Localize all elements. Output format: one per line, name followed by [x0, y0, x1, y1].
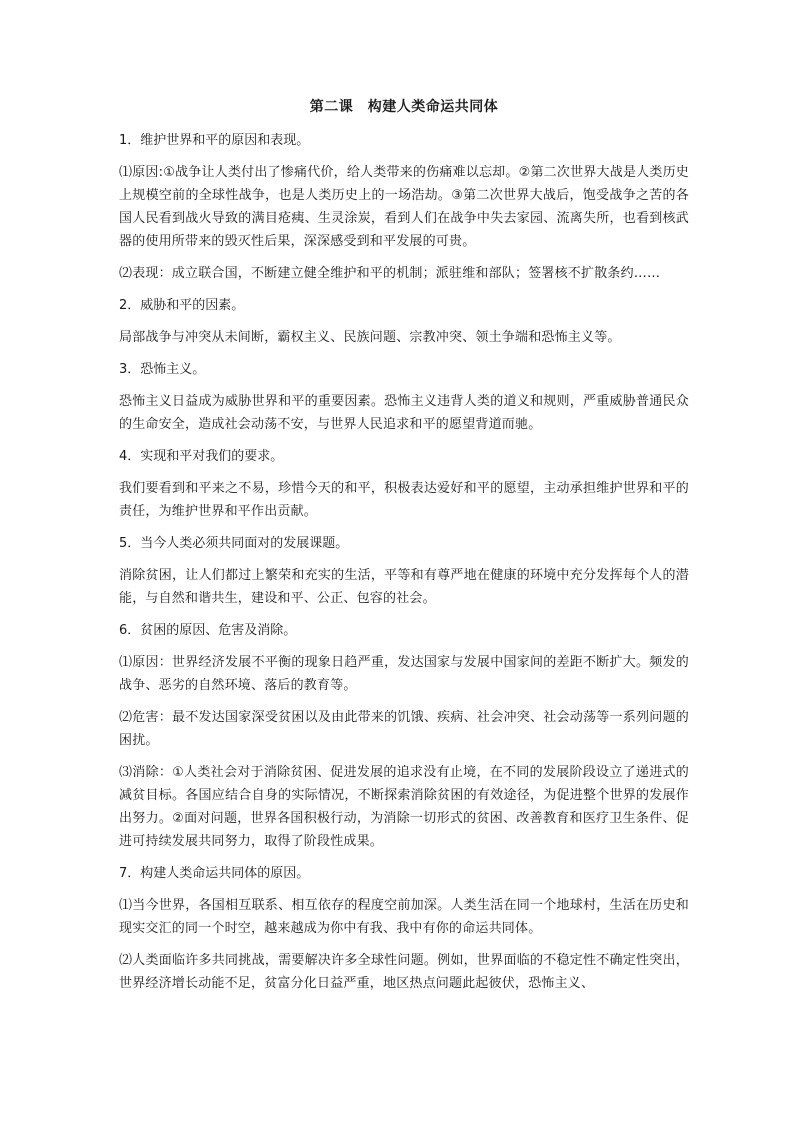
document-page [119, 97, 689, 1004]
section-heading-4: 4．实现和平对我们的要求。 [119, 449, 284, 464]
paragraph-6-2: ⑵危害：最不发达国家深受贫困以及由此带来的饥饿、疾病、社会冲突、社会动荡等一系列问题的困扰。 [119, 710, 689, 748]
paragraph-1-1: ⑴原因:①战争让人类付出了惨痛代价，给人类带来的伤痛难以忘却。②第二次世界大战是人类历史上规模空前的全球性战争，也是人类历史上的一场浩劫。③第二次世界大战后，饱受战争之苦的各国人民看到战火导致的满目疮痍、生灵涂炭，看到人们在战争中失去家园、流离失所，也看到核武器的使用所带来的毁灭性后果，深深感受到和平发展的可贵。 [119, 165, 689, 249]
section-heading-6: 6．贫困的原因、危害及消除。 [119, 623, 297, 638]
paragraph-2: 局部战争与冲突从未间断，霸权主义、民族问题、宗教冲突、领土争端和恐怖主义等。 [119, 330, 621, 345]
paragraph-4: 我们要看到和平来之不易，珍惜今天的和平，积极表达爱好和平的愿望，主动承担维护世界和平的责任，为维护世界和平作出贡献。 [119, 481, 689, 519]
paragraph-6-3: ⑶消除：①人类社会对于消除贫困、促进发展的追求没有止境，在不同的发展阶段设立了递进式的减贫目标。各国应结合自身的实际情况，不断探索消除贫困的有效途径，为促进整个世界的发展作出努力。②面对问题，世界各国积极行动，为消除一切形式的贫困、改善教育和医疗卫生条件、促进可持续发展共同努力，取得了阶段性成果。 [119, 765, 689, 849]
paragraph-5: 消除贫困，让人们都过上繁荣和充实的生活，平等和有尊严地在健康的环境中充分发挥每个人的潜能，与自然和谐共生，建设和平、公正、包容的社会。 [119, 568, 689, 606]
paragraph-3: 恐怖主义日益成为威胁世界和平的重要因素。恐怖主义违背人类的道义和规则，严重威胁普通民众的生命安全，造成社会动荡不安，与世界人民追求和平的愿望背道而驰。 [119, 394, 689, 432]
section-heading-5: 5．当今人类必须共同面对的发展课题。 [119, 536, 349, 551]
paragraph-1-2: ⑵表现：成立联合国，不断建立健全维护和平的机制；派驻维和部队；签署核不扩散条约…… [119, 266, 661, 281]
section-heading-7: 7．构建人类命运共同体的原因。 [119, 866, 310, 881]
paragraph-7-2: ⑵人类面临许多共同挑战，需要解决许多全球性问题。例如，世界面临的不稳定性不确定性突出，世界经济增长动能不足，贫富分化日益严重，地区热点问题此起彼伏，恐怖主义、 [119, 953, 689, 991]
document-title: 第二课 构建人类命运共同体 [309, 99, 499, 115]
section-heading-3: 3．恐怖主义。 [119, 362, 206, 377]
paragraph-7-1: ⑴当今世界，各国相互联系、相互依存的程度空前加深。人类生活在同一个地球村，生活在历史和现实交汇的同一个时空，越来越成为你中有我、我中有你的命运共同体。 [119, 898, 689, 936]
section-heading-2: 2．威胁和平的因素。 [119, 298, 245, 313]
section-heading-1: 1．维护世界和平的原因和表现。 [119, 133, 310, 148]
paragraph-6-1: ⑴原因：世界经济发展不平衡的现象日趋严重，发达国家与发展中国家间的差距不断扩大。频发的战争、恶劣的自然环境、落后的教育等。 [119, 655, 689, 693]
